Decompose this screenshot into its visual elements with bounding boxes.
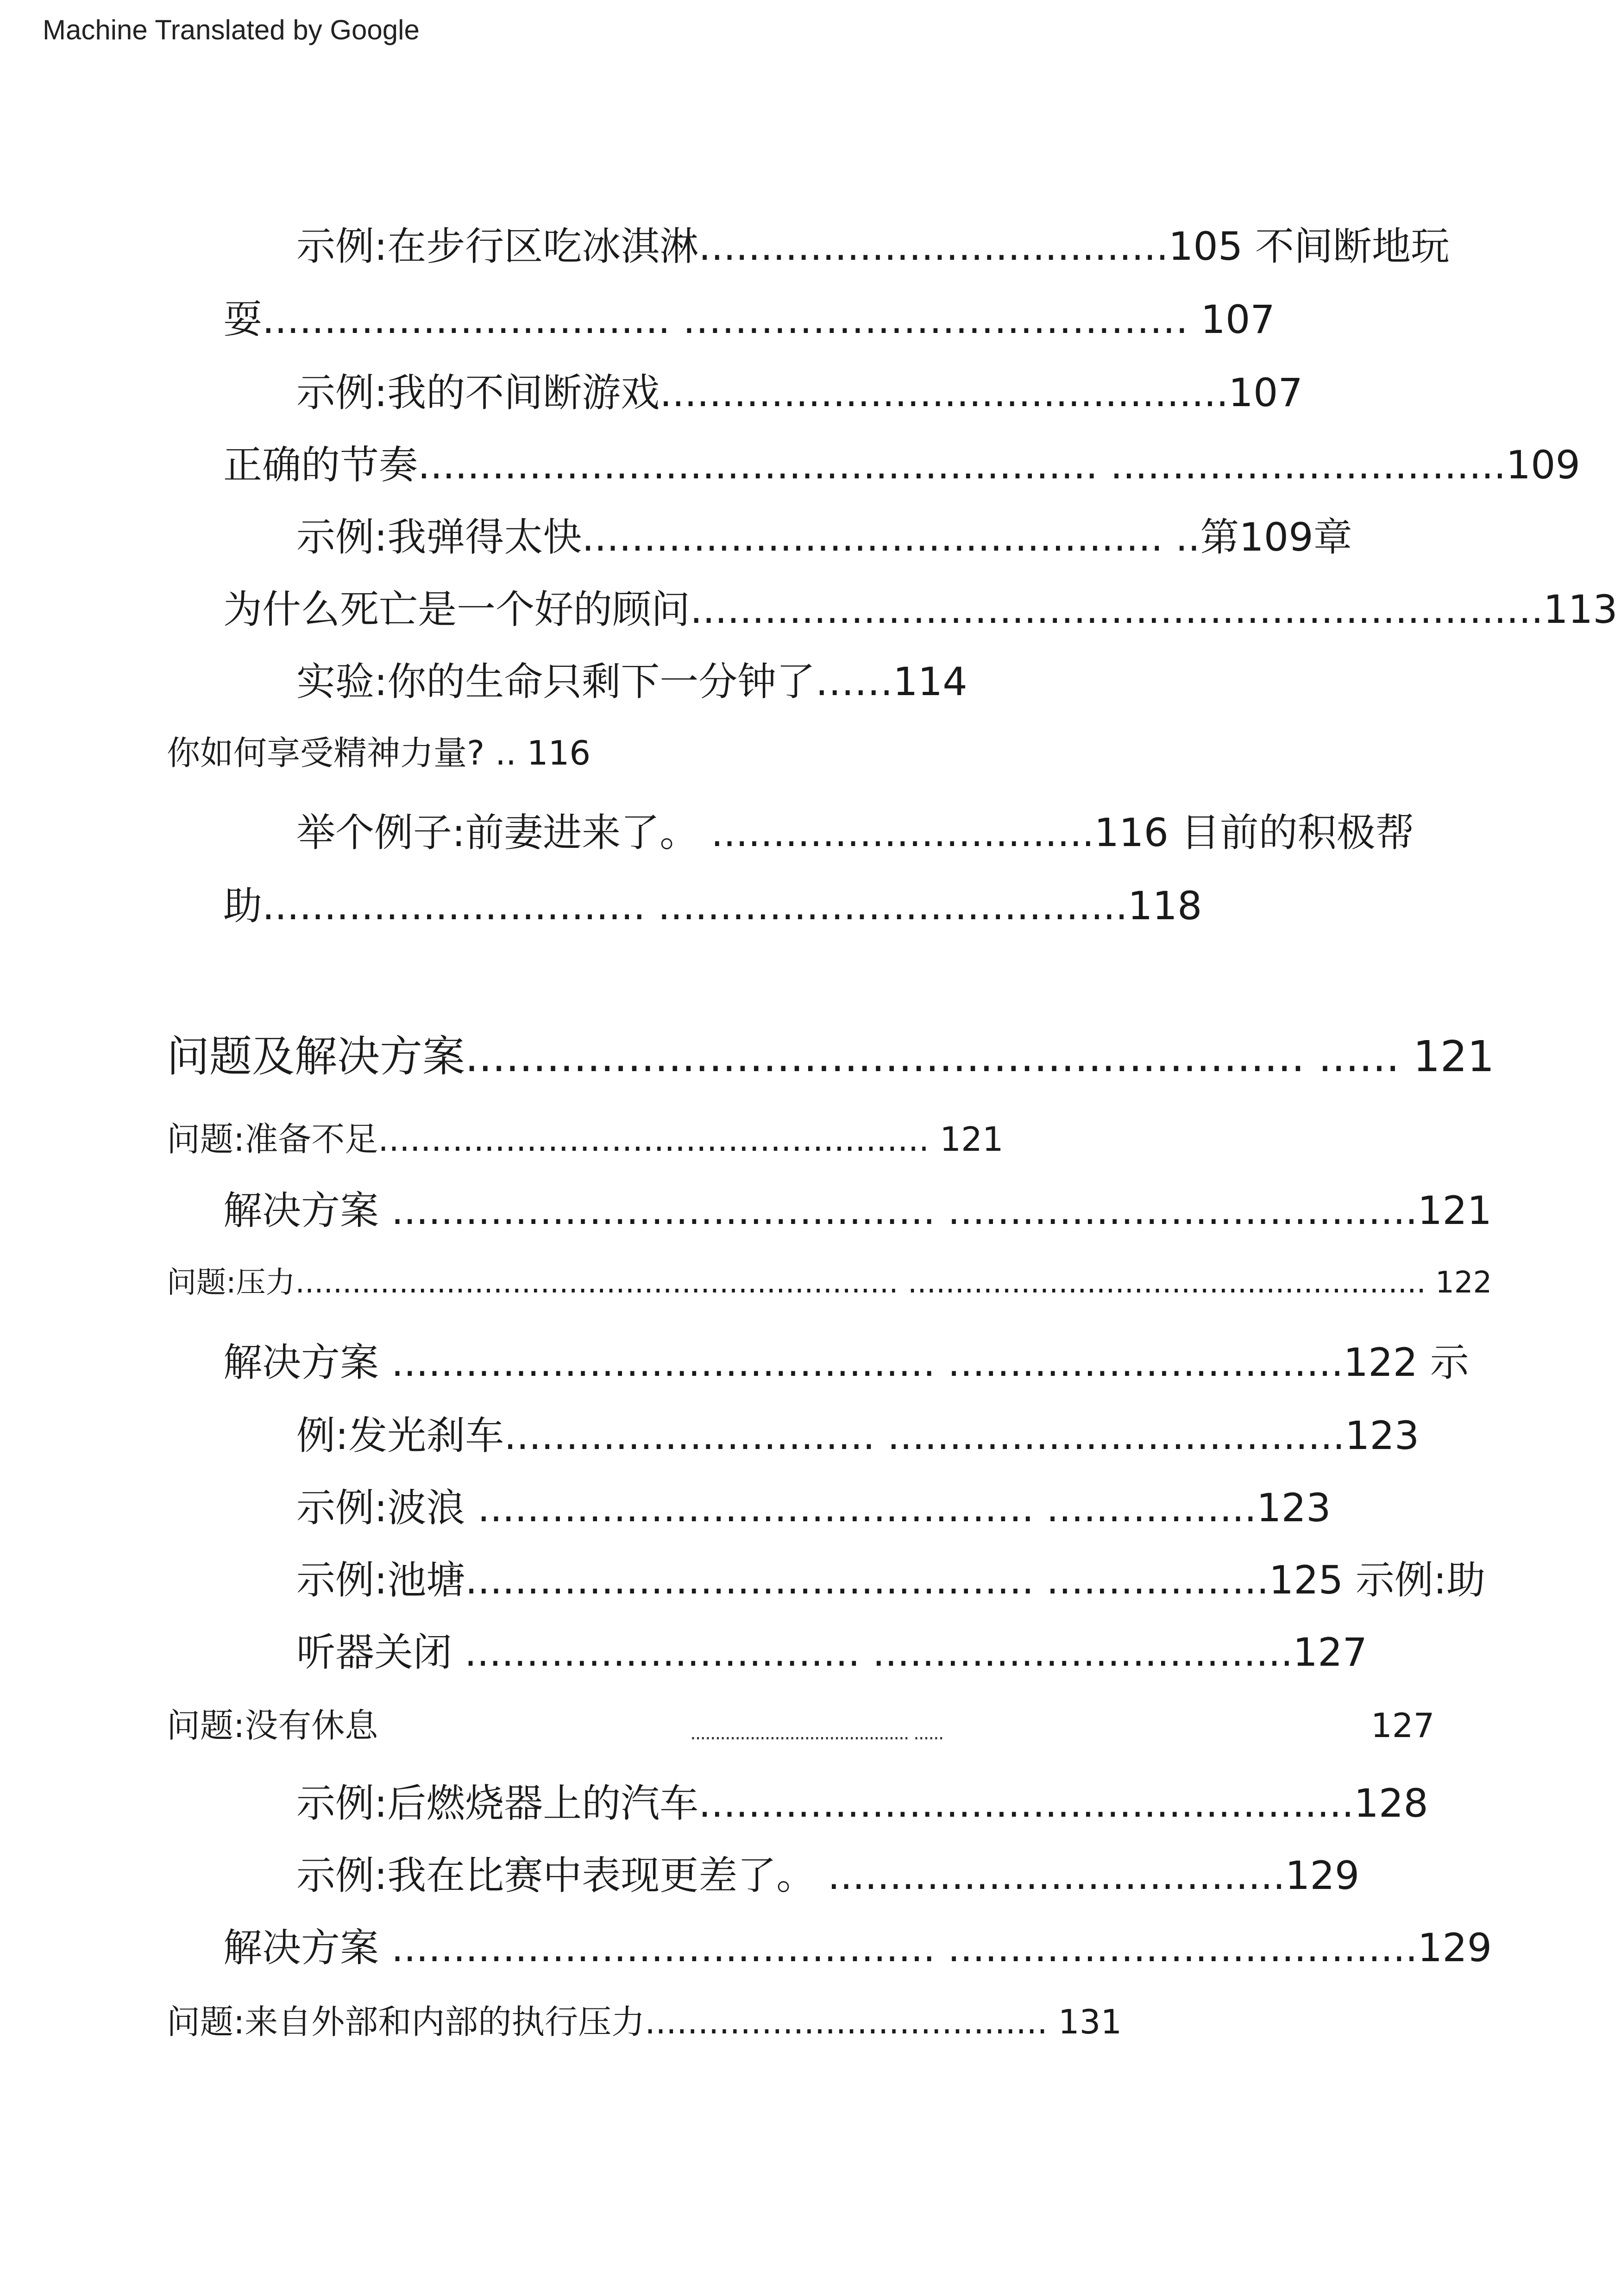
toc-entry[interactable]: 示例:池塘.............................................. ..................125 示例:助 <box>296 1557 1486 1603</box>
toc-chapter-heading[interactable]: 问题及解决方案.............................................................. ...... 121 <box>167 1032 1495 1081</box>
toc-entry[interactable]: 示例:我在比赛中表现更差了。 .....................................129 <box>296 1853 1360 1898</box>
toc-entry[interactable]: 示例:在步行区吃冰淇淋......................................105 不间断地玩 <box>296 224 1450 269</box>
toc-entry[interactable]: 解决方案 ............................................ ......................................129 <box>223 1925 1492 1970</box>
toc-entry[interactable]: 示例:波浪 ............................................. .................123 <box>296 1485 1331 1531</box>
toc-entry[interactable]: 问题:来自外部和内部的执行压力...................................... 131 <box>167 2002 1122 2041</box>
toc-entry[interactable]: 助............................... ......................................118 <box>223 883 1202 928</box>
toc-entry[interactable]: 解决方案 ............................................ ................................122 示 <box>223 1340 1469 1385</box>
toc-entry-title: 问题:没有休息 <box>167 1706 378 1745</box>
toc-entry[interactable]: 示例:我弹得太快............................................... ..第109章 <box>296 514 1352 560</box>
toc-entry[interactable]: 耍................................. ………………………………… 107 <box>223 297 1275 342</box>
toc-entry[interactable]: 问题:准备不足.................................................... 121 <box>167 1120 1004 1159</box>
toc-entry[interactable]: 举个例子:前妻进来了。 ...............................116 目前的积极帮 <box>296 810 1414 855</box>
toc-entry[interactable]: 问题:压力................................................................ ....................................................... 122 <box>167 1266 1492 1300</box>
toc-leader-dots: ............................................ ...... <box>690 1723 943 1744</box>
toc-page-number: 127 <box>1371 1706 1435 1745</box>
toc-entry[interactable]: 听器关闭 ................................ ..................................127 <box>296 1630 1368 1675</box>
toc-entry[interactable]: 为什么死亡是一个好的顾问.....................................................................113 <box>223 587 1618 632</box>
toc-entry[interactable]: 示例:后燃烧器上的汽车.....................................................128 <box>296 1781 1428 1826</box>
machine-translation-banner: Machine Translated by Google <box>43 14 420 45</box>
toc-entry[interactable]: 正确的节奏....................................................... ................................109 <box>223 442 1581 488</box>
toc-entry[interactable]: 解决方案 ............................................ ......................................121 <box>223 1188 1492 1233</box>
toc-entry[interactable]: 例:发光刹车.............................. .....................................123 <box>296 1413 1420 1458</box>
toc-entry[interactable]: 实验:你的生命只剩下一分钟了……114 <box>296 659 968 704</box>
toc-entry[interactable]: 你如何享受精神力量? .. 116 <box>167 734 591 772</box>
toc-entry[interactable]: 示例:我的不间断游戏..............................................107 <box>296 370 1303 415</box>
